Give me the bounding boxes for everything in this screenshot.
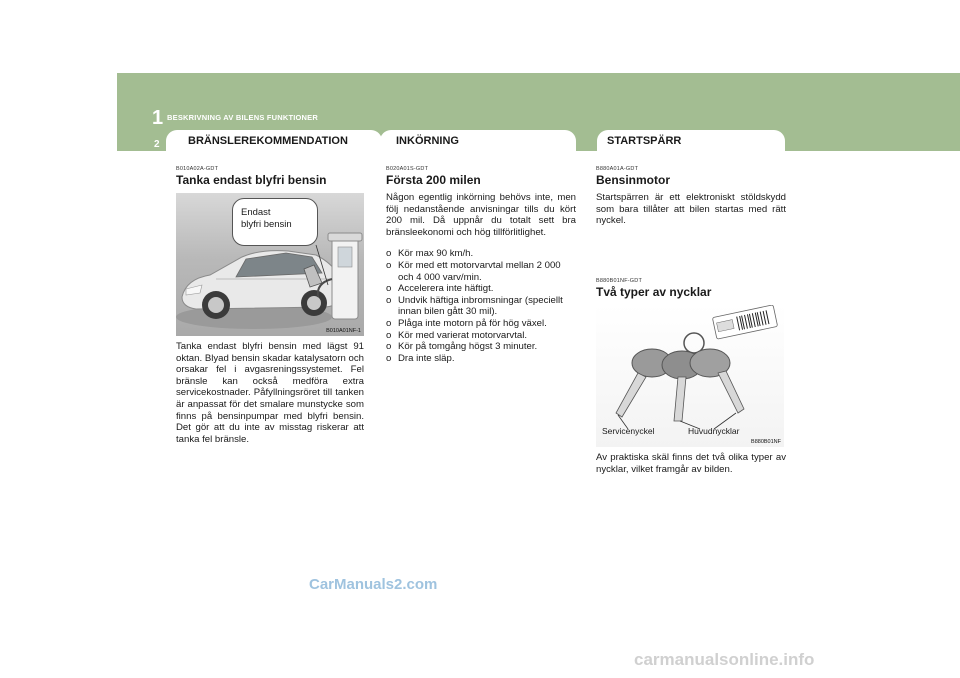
section-heading: Bensinmotor [596, 173, 671, 187]
list-item: o Kör med ett motorvarvtal mellan 2 000 och 4 000 varv/min. [386, 259, 561, 283]
footer-watermark: carmanualsonline.info [634, 650, 815, 669]
chapter-title: BESKRIVNING AV BILENS FUNKTIONER [167, 113, 318, 122]
image-code: B010A01NF-1 [326, 328, 361, 334]
section-code: B880A01A-GDT [596, 166, 639, 172]
section-intro: Någon egentlig inkörning behövs inte, men följ nedanstående anvisningar tills du kört 200 mil. Då uppnår du totalt sett bra bränsleekonomi och hög tillförlitlighet. [386, 192, 576, 238]
service-key-label: Servicenyckel [602, 426, 655, 436]
site-watermark: CarManuals2.com [309, 576, 438, 593]
image-code: B880B01NF [751, 439, 781, 445]
callout-bubble: Endast blyfri bensin [232, 198, 318, 246]
section-heading: Tanka endast blyfri bensin [176, 173, 327, 187]
section-body: Tanka endast blyfri bensin med lägst 91 oktan. Blyad bensin skadar katalysatorn och orsakar fel i avgasreningssystemet. Fel bränsle kan också medföra extra servicekostnader. Påfyllningsröret till tanken är anpassat för det smalare munstycke som finns på bensinpumpar med blyfri bensin. Det gör att du inte av misstag riskerar att tanka fel bränsle. [176, 341, 364, 445]
page-number: 2 [154, 139, 160, 150]
tab-break-in [380, 130, 576, 152]
break-in-section [386, 166, 576, 364]
chapter-number: 1 [152, 107, 164, 129]
tab-fuel-recommendation [166, 130, 382, 152]
section-code: B020A01S-GDT [386, 166, 429, 172]
section-code: B880B01NF-GDT [596, 278, 643, 284]
car-fuel-illustration [176, 193, 364, 336]
list-item: o Plåga inte motorn på för hög växel. [386, 317, 547, 329]
tab-immobilizer [597, 130, 785, 152]
immobilizer-section [596, 166, 786, 227]
master-key-label: Huvudnycklar [688, 426, 740, 436]
section-heading: Första 200 milen [386, 173, 481, 187]
section-body: Startspärren är ett elektroniskt stöldskydd som bara tillåter att bilen startas med rätt nyckel. [596, 192, 786, 227]
section-code: B010A02A-GDT [176, 166, 219, 172]
list-item: o Accelerera inte häftigt. [386, 283, 494, 295]
fuel-section [176, 166, 364, 445]
tab-label: INKÖRNING [396, 135, 459, 147]
list-item: o Undvik häftiga inbromsningar (speciellt innan bilen gått 30 mil). [386, 294, 563, 318]
list-item: o Kör max 90 km/h. [386, 248, 474, 260]
tab-label: STARTSPÄRR [607, 135, 682, 147]
list-item: o Dra inte släp. [386, 352, 455, 364]
tab-label: BRÄNSLEREKOMMENDATION [188, 135, 348, 147]
keys-illustration [596, 305, 784, 447]
section-heading: Två typer av nycklar [596, 285, 712, 299]
key-types-section [596, 278, 786, 475]
instruction-list [386, 248, 576, 364]
list-item: o Kör med varierat motorvarvtal. [386, 329, 528, 341]
list-item: o Kör på tomgång högst 3 minuter. [386, 341, 538, 353]
section-body: Av praktiska skäl finns det två olika typer av nycklar, vilket framgår av bilden. [596, 452, 786, 475]
